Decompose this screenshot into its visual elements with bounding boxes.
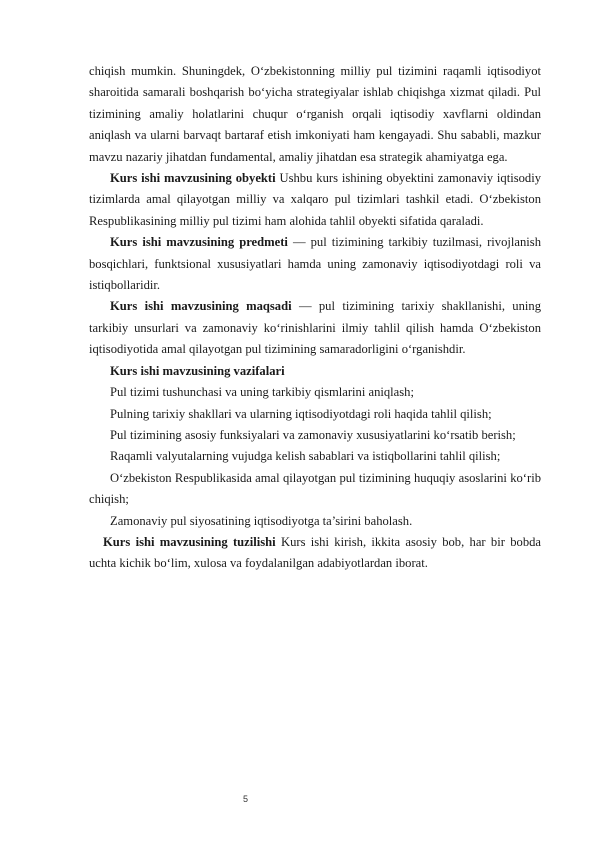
document-body xyxy=(89,61,541,575)
task-item: Pulning tarixiy shakllari va ularning iqtisodiyotdagi roli haqida tahlil qilish; xyxy=(110,406,492,421)
task-item: O‘zbekiston Respublikasida amal qilayotgan pul tizimining huquqiy asoslarini ko‘rib chiqish; xyxy=(89,470,541,507)
heading-subject: Kurs ishi mavzusining predmeti xyxy=(110,235,288,250)
heading-object: Kurs ishi mavzusining obyekti xyxy=(110,171,276,186)
paragraph-intro-continuation: chiqish mumkin. Shuningdek, O‘zbekistonning milliy pul tizimini raqamli iqtisodiyot sharoitida samarali boshqarish bo‘yicha strategiyalar ishlab chiqishga xizmat qiladi. Pul tizimining amaliy holatlarini chuqur o‘rganish orqali iqtisodiy xavflarni oldindan aniqlash va ularni barvaqt bartaraf etish imkoniyati ham kengayadi. Shu sababli, mazkur mavzu nazariy jihatdan fundamental, amaliy jihatdan esa strategik ahamiyatga ega. xyxy=(89,64,541,164)
heading-structure: Kurs ishi mavzusining tuzilishi xyxy=(103,534,276,549)
heading-tasks: Kurs ishi mavzusining vazifalari xyxy=(110,363,285,378)
text-subject: — pul tizimining tarkibiy tuzilmasi, rivojlanish bosqichlari, funktsional xususiyatlari hamda uning zamonaviy iqtisodiyotdagi roli va istiqbollaridir. xyxy=(89,235,541,293)
task-item: Pul tizimi tushunchasi va uning tarkibiy qismlarini aniqlash; xyxy=(110,385,414,400)
task-item: Raqamli valyutalarning vujudga kelish sabablari va istiqbollarini tahlil qilish; xyxy=(110,449,501,464)
page-number: 5 xyxy=(243,794,249,804)
text-goal: — pul tizimining tarixiy shakllanishi, uning tarkibiy unsurlari va zamonaviy ko‘rinishlarini ilmiy tahlil qilish hamda O‘zbekiston iqtisodiyotida amal qilayotgan pul tizimining samaradorligini o‘rganishdir. xyxy=(89,299,541,357)
paragraph-subject xyxy=(89,232,541,296)
heading-goal: Kurs ishi mavzusining maqsadi xyxy=(110,299,292,314)
task-item: Pul tizimining asosiy funksiyalari va zamonaviy xususiyatlarini ko‘rsatib berish; xyxy=(110,427,516,442)
paragraph-goal xyxy=(89,296,541,360)
text-structure: Kurs ishi kirish, ikkita asosiy bob, har bir bobda uchta kichik bo‘lim, xulosa va foydalanilgan adabiyotlardan iborat. xyxy=(89,534,541,571)
paragraph-tasks-heading xyxy=(89,361,541,382)
paragraph-object xyxy=(89,168,541,232)
task-item: Zamonaviy pul siyosatining iqtisodiyotga ta’sirini baholash. xyxy=(110,513,413,528)
text-object: Ushbu kurs ishining obyektini zamonaviy iqtisodiy tizimlarda amal qilayotgan milliy va xalqaro pul tizimlari tashkil etadi. O‘zbekiston Respublikasining milliy pul tizimi ham alohida tahlil obyekti sifatida qaraladi. xyxy=(89,171,541,228)
paragraph-structure xyxy=(89,532,541,575)
